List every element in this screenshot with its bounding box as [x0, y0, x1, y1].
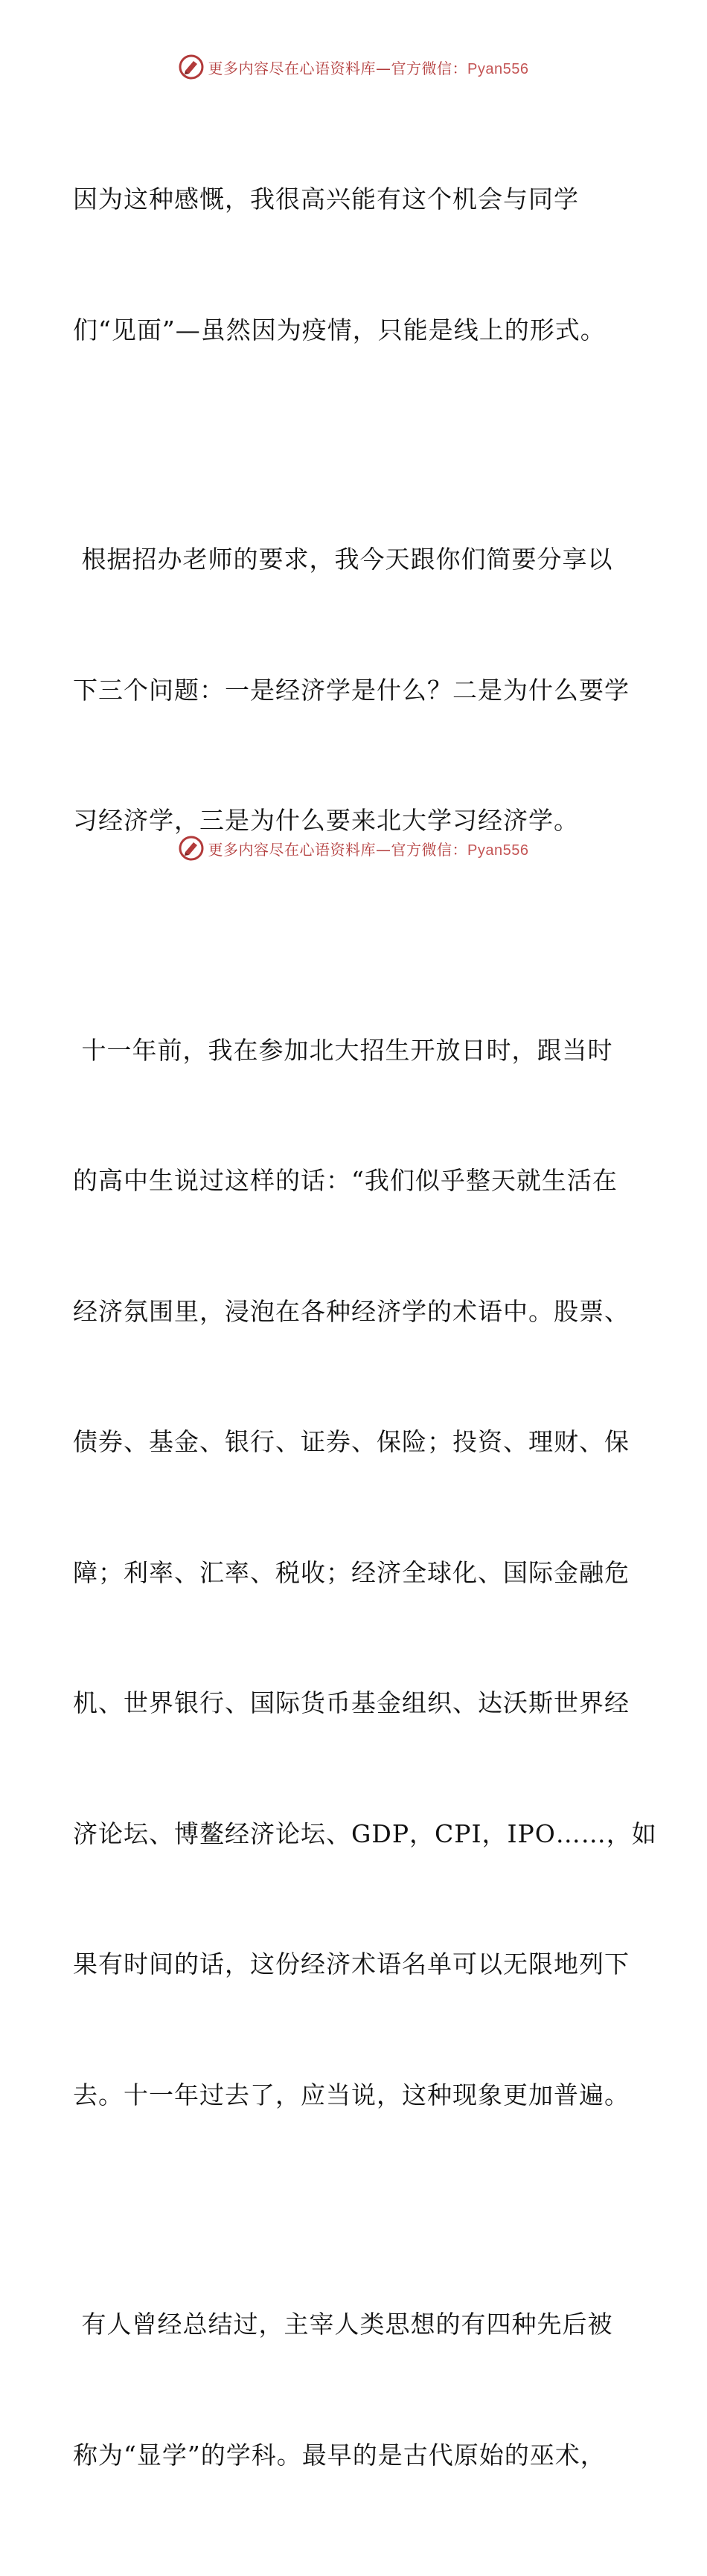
text-line: 障；利率、汇率、税收；经济全球化、国际金融危 [73, 1557, 630, 1587]
book-pen-logo-icon [179, 836, 204, 861]
paragraph-3 [73, 942, 657, 2205]
text-line: 的高中生说过这样的话：“我们似乎整天就生活在 [73, 1166, 618, 1195]
paragraph-4 [73, 2216, 639, 2564]
text-line: 十一年前，我在参加北大招生开放日时，跟当时 [73, 1035, 613, 1065]
text-line: 机、世界银行、国际货币基金组织、达沃斯世界经 [73, 1688, 630, 1717]
footer-banner [0, 833, 707, 863]
banner-text: 更多内容尽在心语资料库—官方微信：Pyan556 [208, 59, 529, 77]
text-line: 债券、基金、银行、证券、保险；投资、理财、保 [73, 1427, 630, 1456]
text-line: 因为这种感慨，我很高兴能有这个机会与同学 [73, 185, 579, 214]
wechat-id: Pyan556 [467, 842, 529, 859]
book-pen-logo-icon [179, 54, 204, 80]
text-line: 有人曾经总结过，主宰人类思想的有四种先后被 [73, 2310, 613, 2339]
text-line: 根据招办老师的要求，我今天跟你们简要分享以 [73, 545, 613, 574]
text-line: 习经济学，三是为什么要来北大学习经济学。 [73, 806, 579, 835]
document-body [73, 91, 657, 2576]
text-line: 济论坛、博鳌经济论坛、GDP，CPI，IPO……，如 [73, 1819, 657, 1848]
text-line: 称为“显学”的学科。最早的是古代原始的巫术， [73, 2440, 606, 2470]
text-line: 经济氛围里，浸泡在各种经济学的术语中。股票、 [73, 1296, 630, 1326]
header-banner [0, 52, 707, 82]
text-line: 们“见面”—虽然因为疫情，只能是线上的形式。 [73, 315, 606, 345]
text-line: 下三个问题：一是经济学是什么？二是为什么要学 [73, 675, 630, 705]
text-line: 去。十一年过去了，应当说，这种现象更加普遍。 [73, 2080, 630, 2109]
wechat-id: Pyan556 [467, 60, 529, 77]
banner-text: 更多内容尽在心语资料库—官方微信：Pyan556 [208, 840, 529, 859]
paragraph-1 [73, 91, 639, 439]
text-line: 果有时间的话，这份经济术语名单可以无限地列下 [73, 1949, 630, 1979]
